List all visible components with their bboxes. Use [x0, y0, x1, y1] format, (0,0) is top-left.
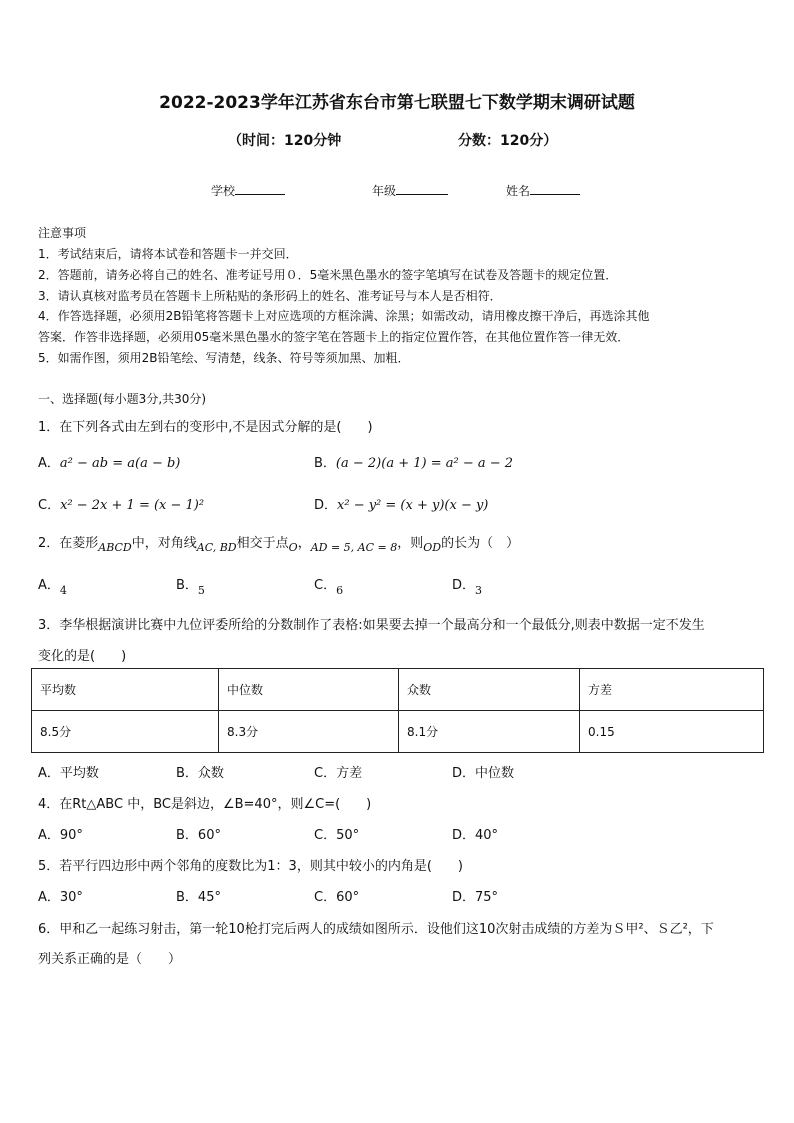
name-label: 姓名 [506, 184, 531, 198]
q1-stem: 1．在下列各式由左到右的变形中,不是因式分解的是( ) [38, 420, 373, 435]
q4-stem: 4．在Rt△ABC 中，BC是斜边，∠B=40°，则∠C=( ) [38, 797, 372, 812]
name-blank[interactable] [530, 182, 580, 195]
q2-text: ，则 [397, 536, 424, 551]
name-field[interactable] [506, 182, 580, 199]
option-label: D． [452, 578, 476, 593]
q2-math: OD [423, 541, 442, 554]
q2-stem [38, 532, 520, 554]
table-cell: 8.5分 [32, 711, 219, 753]
q5-option-d[interactable]: D．75° [452, 890, 499, 905]
option-label: C． [314, 578, 337, 593]
q4-option-c[interactable]: C．50° [314, 828, 360, 843]
q3-option-a[interactable]: A．平均数 [38, 766, 99, 781]
option-label: D． [314, 498, 338, 513]
school-field[interactable] [211, 182, 285, 199]
option-expression: x² − 2x + 1 = (x − 1)² [60, 498, 205, 513]
q5-stem: 5．若平行四边形中两个邻角的度数比为1：3，则其中较小的内角是( ) [38, 859, 463, 874]
q1-option-a[interactable] [38, 452, 180, 471]
option-label: A． [38, 578, 60, 593]
q2-text: 的长为（ ） [441, 536, 520, 551]
table-cell: 8.1分 [399, 711, 580, 753]
option-label: B． [314, 456, 336, 471]
note-item: 2．答题前，请务必将自己的姓名、准考证号用０．5毫米黑色墨水的签字笔填写在试卷及答题卡的规定位置． [38, 268, 618, 282]
option-value: 3 [475, 584, 483, 597]
exam-time: （时间：120分钟 [228, 133, 342, 149]
table-header: 方差 [580, 669, 764, 711]
q2-math: ABCD [98, 541, 132, 554]
q2-math: O [288, 541, 298, 554]
option-value: 6 [336, 584, 344, 597]
q2-option-a[interactable] [38, 574, 67, 597]
q2-math: AD = 5, AC = 8 [310, 541, 398, 554]
option-value: 4 [59, 584, 67, 597]
grade-label: 年级 [372, 184, 397, 198]
notes-title: 注意事项 [38, 226, 87, 240]
q6-stem-cont: 列关系正确的是（ ） [38, 952, 182, 967]
table-header: 众数 [399, 669, 580, 711]
q3-option-d[interactable]: D．中位数 [452, 766, 515, 781]
note-item: 1．考试结束后，请将本试卷和答题卡一并交回． [38, 247, 298, 261]
option-expression: a² − ab = a(a − b) [59, 456, 181, 471]
q2-option-c[interactable] [314, 574, 344, 597]
option-label: C． [38, 498, 61, 513]
table-row [32, 711, 764, 753]
q3-stem: 3．李华根据演讲比赛中九位评委所给的分数制作了表格:如果要去掉一个最高分和一个最低分,则表中数据一定不发生 [38, 618, 705, 633]
q2-text: 中，对角线 [131, 536, 197, 551]
q2-text: 相交于点 [236, 536, 289, 551]
q2-option-b[interactable] [176, 574, 205, 597]
q2-text: 2．在菱形 [38, 536, 99, 551]
q2-option-d[interactable] [452, 574, 483, 597]
note-item: 5．如需作图，须用2B铅笔绘、写清楚，线条、符号等须加黑、加粗． [38, 351, 410, 365]
q3-option-c[interactable]: C．方差 [314, 766, 363, 781]
q1-option-c[interactable] [38, 494, 204, 513]
q1-option-b[interactable] [314, 452, 513, 471]
q4-option-b[interactable]: B．60° [176, 828, 221, 843]
option-expression: x² − y² = (x + y)(x − y) [337, 498, 489, 513]
q6-stem: 6．甲和乙一起练习射击，第一轮10枪打完后两人的成绩如图所示．设他们这10次射击成绩的方差为Ｓ甲²、Ｓ乙²，下 [38, 922, 714, 937]
option-label: B． [176, 578, 198, 593]
option-label: A． [38, 456, 60, 471]
grade-field[interactable] [372, 182, 448, 199]
grade-blank[interactable] [396, 182, 448, 195]
q3-stem-cont: 变化的是( ) [38, 649, 127, 664]
school-blank[interactable] [235, 182, 285, 195]
school-label: 学校 [211, 184, 236, 198]
note-item: 4．作答选择题，必须用2B铅笔将答题卡上对应选项的方框涂满、涂黑；如需改动，请用橡皮擦干净后，再选涂其他 [38, 309, 650, 323]
q1-option-d[interactable] [314, 494, 488, 513]
table-header: 平均数 [32, 669, 219, 711]
q4-option-a[interactable]: A．90° [38, 828, 83, 843]
section-title: 一、选择题(每小题3分,共30分) [38, 392, 207, 406]
option-value: 5 [197, 584, 205, 597]
table-cell: 8.3分 [219, 711, 399, 753]
q5-option-b[interactable]: B．45° [176, 890, 221, 905]
page-title: 2022-2023学年江苏省东台市第七联盟七下数学期末调研试题 [159, 93, 635, 113]
q5-option-a[interactable]: A．30° [38, 890, 83, 905]
option-expression: (a − 2)(a + 1) = a² − a − 2 [335, 456, 514, 471]
table-cell: 0.15 [580, 711, 764, 753]
statistics-table [31, 668, 764, 753]
q4-option-d[interactable]: D．40° [452, 828, 499, 843]
note-item: 答案．作答非选择题，必须用05毫米黑色墨水的签字笔在答题卡上的指定位置作答，在其他位置作答一律无效． [38, 330, 630, 344]
q3-option-b[interactable]: B．众数 [176, 766, 224, 781]
table-header: 中位数 [219, 669, 399, 711]
q5-option-c[interactable]: C．60° [314, 890, 360, 905]
table-header-row [32, 669, 764, 711]
q2-math: AC, BD [196, 541, 237, 554]
q2-text: ， [297, 536, 311, 551]
exam-score: 分数：120分） [458, 133, 558, 149]
note-item: 3．请认真核对监考员在答题卡上所粘贴的条形码上的姓名、准考证号与本人是否相符． [38, 289, 502, 303]
